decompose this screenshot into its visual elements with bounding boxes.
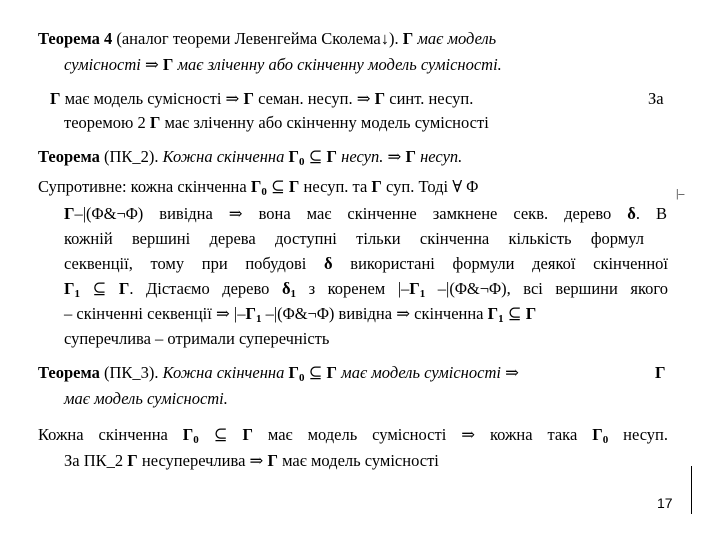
- text-segment: Г: [326, 363, 338, 382]
- text-segment: Г: [288, 177, 300, 196]
- text-segment: має зліченну або скінченну модель сумісності.: [173, 55, 502, 74]
- text-segment: Г: [250, 177, 262, 196]
- text-segment: 1: [419, 288, 426, 300]
- page-number-divider: [691, 466, 692, 514]
- text-segment: 0: [298, 156, 305, 168]
- text-segment: Г: [182, 425, 194, 444]
- text-segment: 1: [255, 313, 262, 325]
- text-segment: Кожна скінченна: [38, 425, 183, 444]
- text-segment: несуп.: [415, 147, 463, 166]
- theorem-pk3-proof-line: [38, 424, 668, 451]
- theorem-pk3-proof-line: [64, 450, 439, 472]
- theorem-pk2-proof-line: [64, 303, 536, 330]
- text-segment: (ПК_3).: [99, 363, 163, 382]
- text-segment: Г: [525, 304, 537, 323]
- text-segment: Г: [409, 279, 420, 298]
- text-segment: –|(Φ&¬Φ) вивідна ⇒ скінченна: [261, 304, 488, 323]
- text-segment: . Дістаємо дерево: [129, 279, 282, 298]
- text-segment: кожній вершині дерева доступні тільки скінченна кількість формул: [64, 229, 644, 248]
- text-segment: За: [648, 89, 664, 108]
- text-segment: Г: [245, 304, 256, 323]
- text-segment: δ: [324, 254, 333, 273]
- text-segment: ⊆: [80, 279, 119, 298]
- text-segment: Г: [64, 279, 75, 298]
- turnstile-symbol: [676, 182, 684, 204]
- theorem-pk3-statement-line: [64, 388, 228, 410]
- theorem-pk3-gamma: [655, 362, 666, 384]
- text-segment: несуп.: [608, 425, 669, 444]
- theorem-pk2-proof-line: [64, 228, 644, 250]
- text-segment: Г: [592, 425, 603, 444]
- text-segment: ⊆: [503, 304, 526, 323]
- text-segment: має зліченну або скінченну модель сумісності: [160, 113, 489, 132]
- text-segment: ⊆: [198, 425, 243, 444]
- theorem-pk2-proof-line: [64, 278, 668, 305]
- text-segment: Г: [50, 89, 61, 108]
- text-segment: Г: [118, 279, 130, 298]
- text-segment: 1: [74, 288, 80, 300]
- theorem-4-statement-line: [64, 54, 502, 76]
- text-segment: – скінченні секвенції ⇒ |–: [64, 304, 246, 323]
- text-segment: Г: [374, 89, 386, 108]
- text-segment: використані формули деякої скінченної: [332, 254, 668, 273]
- text-segment: 1: [498, 313, 504, 325]
- theorem-pk2-proof-line: [64, 328, 329, 350]
- text-segment: ⊆: [304, 363, 327, 382]
- text-segment: Г: [326, 147, 338, 166]
- text-segment: Супротивне: кожна скінченна: [38, 177, 251, 196]
- text-segment: несуп.: [337, 147, 388, 166]
- page-number: 17: [657, 495, 673, 511]
- text-segment: Теорема: [38, 363, 100, 382]
- text-segment: (аналог теореми Левенгейма Сколема↓).: [112, 29, 403, 48]
- text-segment: Кожна скінченна: [162, 147, 289, 166]
- text-segment: теоремою 2: [64, 113, 150, 132]
- text-segment: має модель сумісності.: [64, 389, 228, 408]
- text-segment: 0: [193, 434, 199, 446]
- text-segment: несуперечлива ⇒: [137, 451, 268, 470]
- text-segment: Г: [243, 89, 254, 108]
- text-segment: Г: [405, 147, 416, 166]
- text-segment: |–: [676, 186, 685, 200]
- text-segment: секвенції, тому при побудові: [64, 254, 325, 273]
- text-segment: Г: [149, 113, 161, 132]
- text-segment: ⇒: [387, 147, 406, 166]
- text-segment: має модель сумісності ⇒: [60, 89, 244, 108]
- text-segment: (ПК_2).: [99, 147, 163, 166]
- text-segment: Г: [267, 451, 278, 470]
- text-segment: ⊆: [304, 147, 327, 166]
- text-segment: синт. несуп.: [385, 89, 474, 108]
- text-segment: Теорема: [38, 147, 100, 166]
- theorem-4-proof-line: [64, 112, 489, 134]
- theorem-pk2-proof-line: [64, 253, 668, 275]
- text-segment: –|(Φ&¬Φ), всі вершини якого: [425, 279, 668, 298]
- text-segment: Г: [288, 363, 299, 382]
- text-segment: має модель: [413, 29, 497, 48]
- text-segment: Г: [487, 304, 499, 323]
- text-segment: з коренем |–: [296, 279, 410, 298]
- text-segment: Г: [402, 29, 414, 48]
- text-segment: 1: [290, 288, 297, 300]
- text-segment: суп. Тоді ∀ Φ: [381, 177, 479, 196]
- text-segment: ⇒: [505, 363, 519, 382]
- text-segment: ⇒: [144, 55, 163, 74]
- text-segment: несуп. та: [299, 177, 372, 196]
- text-segment: сумісності: [64, 55, 145, 74]
- text-segment: Теорема 4: [38, 29, 113, 48]
- theorem-4-proof-line: [50, 88, 473, 110]
- text-segment: ⊆: [266, 177, 289, 196]
- text-segment: δ: [281, 279, 291, 298]
- text-segment: Г: [371, 177, 382, 196]
- theorem-pk3-heading-line: [38, 362, 519, 389]
- text-segment: семан. несуп. ⇒: [253, 89, 375, 108]
- text-segment: 0: [298, 372, 305, 384]
- text-segment: Кожна скінченна: [162, 363, 289, 382]
- theorem-pk2-heading-line: [38, 146, 462, 173]
- theorem-pk2-proof-line: [38, 176, 478, 203]
- text-segment: Г: [64, 204, 75, 223]
- text-segment: . В: [635, 204, 667, 223]
- text-segment: суперечлива – отримали суперечність: [64, 329, 330, 348]
- text-segment: має модель сумісності: [277, 451, 439, 470]
- text-segment: Г: [655, 363, 666, 382]
- theorem-4-proof-continuation-word: [648, 88, 664, 110]
- text-segment: має модель сумісності ⇒ кожна така: [252, 425, 593, 444]
- text-segment: Г: [288, 147, 299, 166]
- text-segment: має модель сумісності: [337, 363, 506, 382]
- theorem-4-heading-line: [38, 28, 496, 50]
- text-segment: Г: [127, 451, 138, 470]
- text-segment: –|(Φ&¬Φ) вивідна ⇒ вона має скінченне замкнене секв. дерево: [74, 204, 628, 223]
- text-segment: Г: [242, 425, 253, 444]
- text-segment: 0: [602, 434, 609, 446]
- text-segment: За ПК_2: [64, 451, 128, 470]
- theorem-pk2-proof-line: [64, 203, 667, 225]
- text-segment: Г: [162, 55, 174, 74]
- text-segment: δ: [627, 204, 636, 223]
- text-segment: 0: [261, 186, 267, 198]
